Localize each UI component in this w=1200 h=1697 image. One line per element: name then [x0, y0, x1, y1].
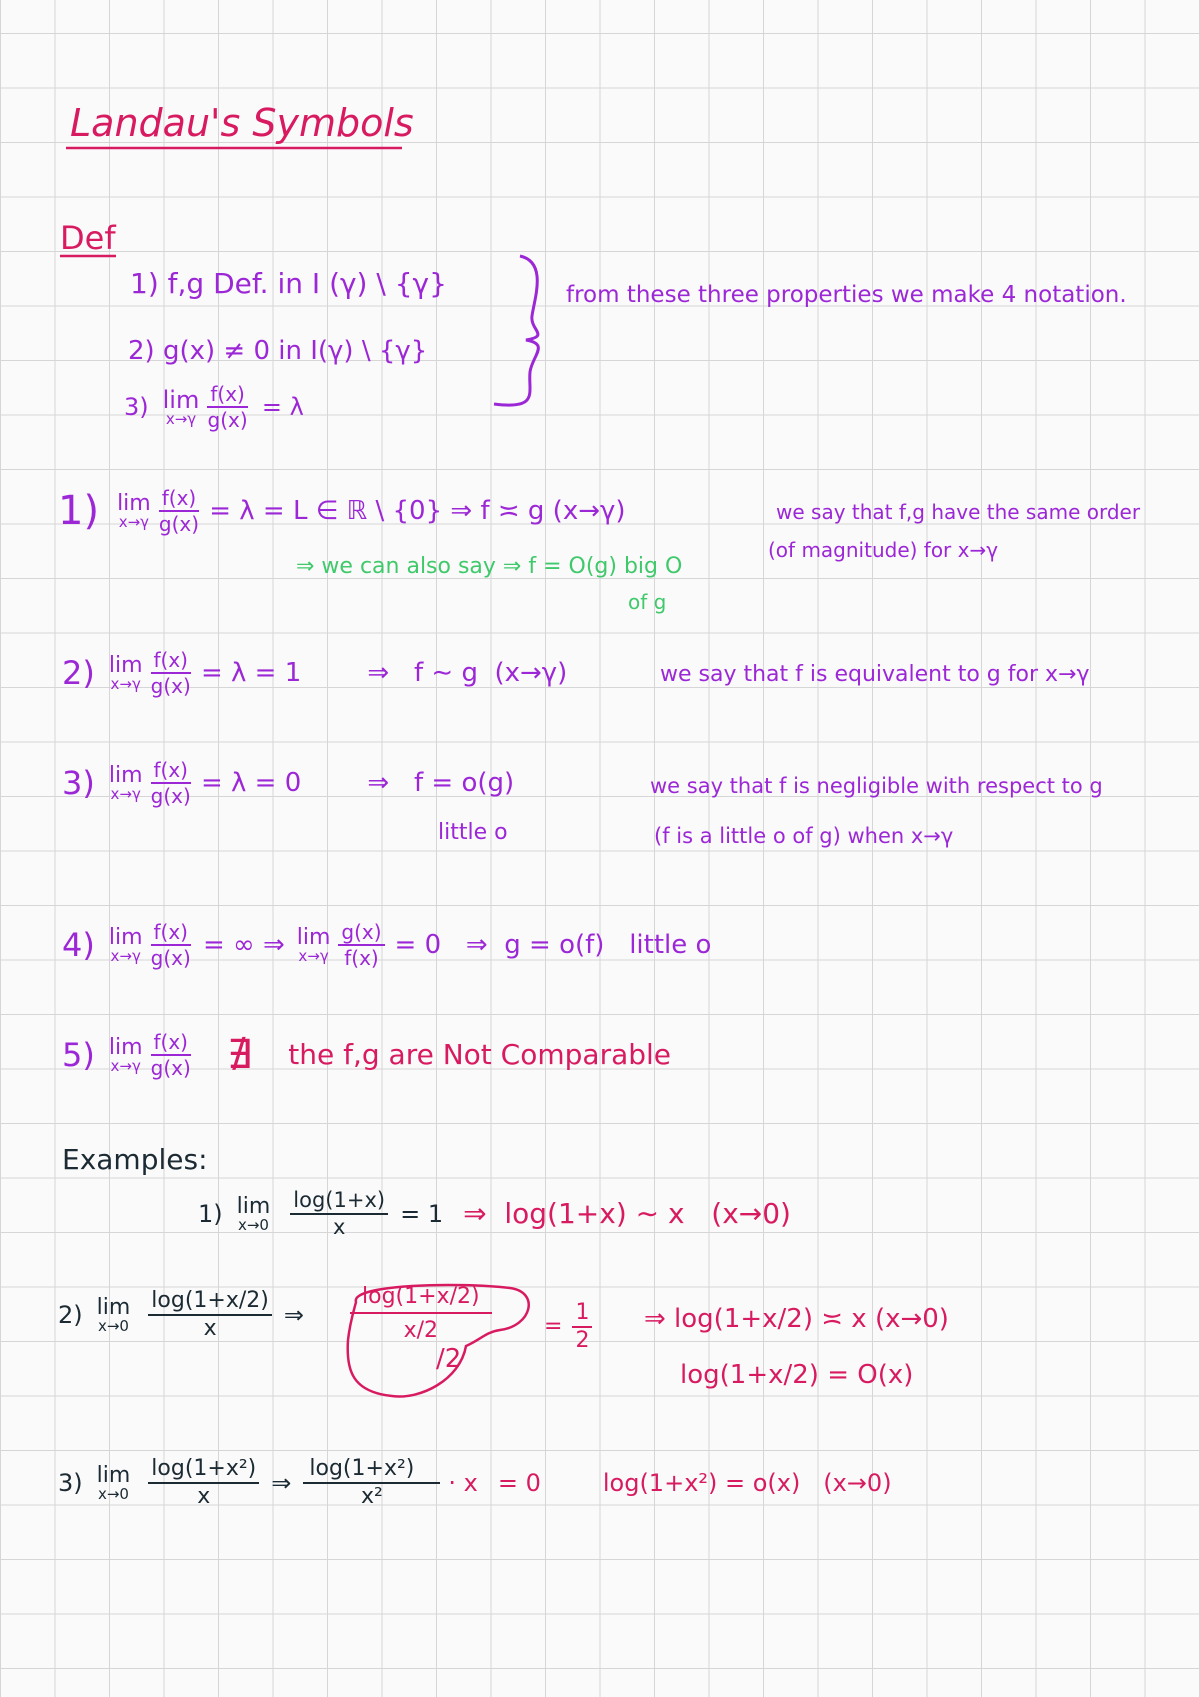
page-title: Landau's Symbols — [70, 101, 414, 145]
examples-heading: Examples: — [62, 1143, 208, 1176]
example-3: 3) lim x→0 $\frac{\text{log(1+x²)}}{x}$ ⇒ $\frac{\text{log(1+x²)}}{\text{x²}}$ · x = 0 log(1+x²) = o(x) (x→0) — [58, 1456, 892, 1509]
example-2-highlight: $\frac{\log(1+x/2)}{x/2}$ — [350, 1286, 492, 1342]
example-2-divide: /2 — [436, 1344, 462, 1374]
case-4: 4) lim x→γ $\frac{f(x)}{g(x)}$ = ∞ ⇒ lim x→γ $\frac{g(x)}{f(x)}$ = 0 ⇒ g = o(f) little o — [62, 920, 712, 970]
case-1-big-o: ⇒ we can also say ⇒ f = O(g) big O — [296, 554, 683, 579]
case-1-note-2: (of magnitude) for x→γ — [768, 538, 999, 562]
def-heading: Def — [60, 219, 116, 257]
case-1-note-1: we say that f,g have the same order — [776, 500, 1141, 524]
def-condition-3: 3) lim x→γ $\frac{f(x)}{g(x)}$ = λ — [124, 382, 304, 432]
example-2-result-1: ⇒ log(1+x/2) ≍ x (x→0) — [644, 1304, 949, 1334]
case-3-little-o: little o — [438, 820, 508, 845]
case-2-note: we say that f is equivalent to g for x→γ — [660, 662, 1090, 687]
case-1: 1) lim x→γ $\frac{f(x)}{g(x)}$ = λ = L ∈ ℝ \ {0} ⇒ f ≍ g (x→γ) — [58, 486, 626, 536]
case-3-note-2: (f is a little o of g) when x→γ — [654, 824, 954, 848]
case-3: 3) lim x→γ $\frac{f(x)}{g(x)}$ = λ = 0 ⇒ f = o(g) — [62, 758, 515, 808]
def-condition-2: 2) g(x) ≠ 0 in I(γ) \ {γ} — [128, 336, 428, 366]
case-3-note-1: we say that f is negligible with respect to g — [650, 774, 1103, 798]
example-2: 2) lim x→0 $\frac{\log(1+x/2)}{x}$ ⇒ — [58, 1288, 304, 1341]
def-condition-1: 1) f,g Def. in I (γ) \ {γ} — [130, 267, 447, 300]
case-1-big-o-sub: of g — [628, 590, 667, 614]
def-note: from these three properties we make 4 notation. — [566, 282, 1127, 308]
example-2-result-2: log(1+x/2) = O(x) — [680, 1360, 914, 1390]
case-5: 5) lim x→γ $\frac{f(x)}{g(x)}$ ∄ the f,g are Not Comparable — [62, 1030, 672, 1080]
example-1: 1) lim x→0 $\frac{\log(1+x)}{x}$ = 1 ⇒ log(1+x) ∼ x (x→0) — [198, 1188, 791, 1239]
example-2-half: = $\frac{1}{2}$ — [544, 1302, 592, 1352]
case-2: 2) lim x→γ $\frac{f(x)}{g(x)}$ = λ = 1 ⇒ f ∼ g (x→γ) — [62, 648, 568, 698]
